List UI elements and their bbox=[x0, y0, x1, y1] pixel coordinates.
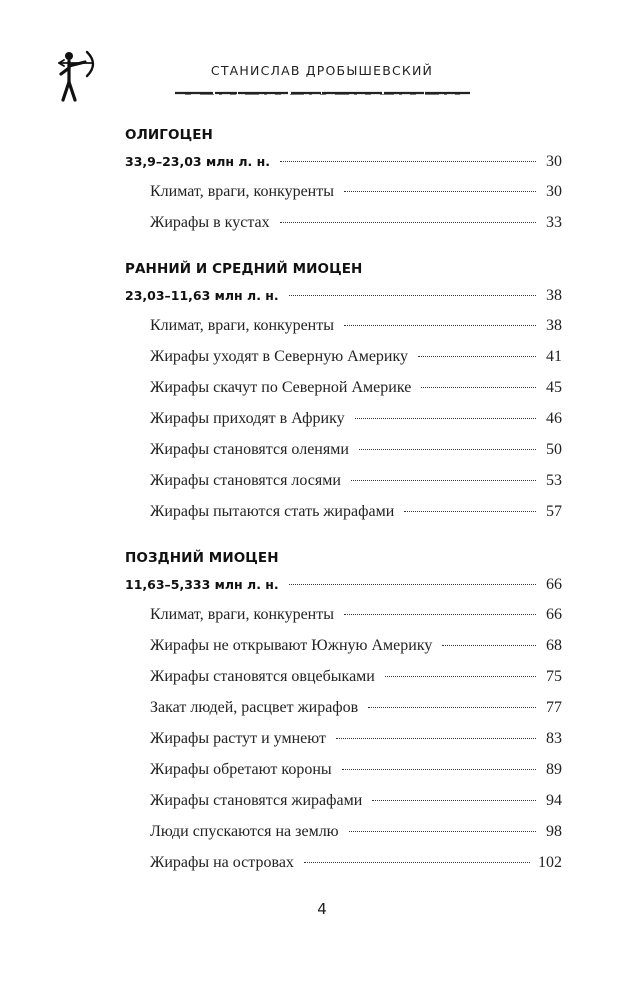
entry-page: 75 bbox=[546, 668, 562, 685]
entry-page: 30 bbox=[546, 183, 562, 200]
running-header-author: СТАНИСЛАВ ДРОБЫШЕВСКИЙ bbox=[210, 63, 434, 78]
toc-entry[interactable] bbox=[125, 403, 562, 434]
section-spacer bbox=[125, 238, 562, 256]
toc-entry-range[interactable] bbox=[125, 571, 562, 599]
toc-entry[interactable] bbox=[125, 434, 562, 465]
dot-leader bbox=[355, 418, 536, 419]
dot-leader bbox=[418, 356, 536, 357]
entry-label: Жирафы становятся овцебыками bbox=[150, 668, 375, 685]
dot-leader bbox=[359, 449, 536, 450]
toc-entry[interactable] bbox=[125, 692, 562, 723]
toc-entry[interactable] bbox=[125, 207, 562, 238]
toc-section-late-miocene bbox=[125, 545, 562, 878]
entry-page: 45 bbox=[546, 379, 562, 396]
section-title: ПОЗДНИЙ МИОЦЕН bbox=[125, 550, 279, 566]
dot-leader bbox=[404, 511, 536, 512]
entry-label: Климат, враги, конкуренты bbox=[150, 606, 334, 623]
entry-label: 23,03–11,63 млн л. н. bbox=[125, 288, 279, 303]
dot-leader bbox=[289, 584, 536, 585]
dot-leader bbox=[336, 738, 536, 739]
toc-entry[interactable] bbox=[125, 176, 562, 207]
dot-leader bbox=[344, 325, 536, 326]
entry-label: Жирафы уходят в Северную Америку bbox=[150, 348, 409, 365]
entry-label: Жирафы скачут по Северной Америке bbox=[150, 379, 412, 396]
section-spacer bbox=[125, 527, 562, 545]
entry-label: Жирафы не открывают Южную Америку bbox=[150, 637, 433, 654]
entry-page: 102 bbox=[538, 854, 562, 871]
section-title: ОЛИГОЦЕН bbox=[125, 127, 213, 143]
entry-label: 33,9–23,03 млн л. н. bbox=[125, 154, 270, 169]
dot-leader bbox=[372, 800, 536, 801]
entry-label: Жирафы становятся жирафами bbox=[150, 792, 363, 809]
entry-label: Климат, враги, конкуренты bbox=[150, 183, 334, 200]
toc-entry[interactable] bbox=[125, 754, 562, 785]
entry-label: Жирафы становятся оленями bbox=[150, 441, 349, 458]
entry-label: Жирафы на островах bbox=[150, 854, 294, 871]
dot-leader bbox=[342, 769, 536, 770]
entry-label: Жирафы в кустах bbox=[150, 214, 270, 231]
entry-label: Жирафы приходят в Африку bbox=[150, 410, 345, 427]
entry-label: Климат, враги, конкуренты bbox=[150, 317, 334, 334]
dot-leader bbox=[368, 707, 536, 708]
toc-entry[interactable] bbox=[125, 723, 562, 754]
table-of-contents bbox=[125, 122, 562, 878]
toc-entry[interactable] bbox=[125, 310, 562, 341]
dot-leader bbox=[304, 862, 530, 863]
toc-entry[interactable] bbox=[125, 465, 562, 496]
entry-page: 50 bbox=[546, 441, 562, 458]
toc-entry[interactable] bbox=[125, 661, 562, 692]
toc-entry[interactable] bbox=[125, 630, 562, 661]
toc-entry[interactable] bbox=[125, 599, 562, 630]
dot-leader bbox=[344, 191, 536, 192]
decorative-rule bbox=[175, 90, 470, 96]
toc-entry[interactable] bbox=[125, 847, 562, 878]
entry-page: 41 bbox=[546, 348, 562, 365]
entry-page: 94 bbox=[546, 792, 562, 809]
dot-leader bbox=[344, 614, 536, 615]
toc-entry[interactable] bbox=[125, 496, 562, 527]
entry-page: 46 bbox=[546, 410, 562, 427]
dot-leader bbox=[421, 387, 536, 388]
dot-leader bbox=[442, 645, 536, 646]
section-title: РАННИЙ И СРЕДНИЙ МИОЦЕН bbox=[125, 261, 363, 277]
toc-entry-range[interactable] bbox=[125, 282, 562, 310]
page-number: 4 bbox=[317, 900, 327, 918]
entry-page: 98 bbox=[546, 823, 562, 840]
entry-page: 57 bbox=[546, 503, 562, 520]
dot-leader bbox=[280, 222, 536, 223]
toc-section-oligocene bbox=[125, 122, 562, 238]
entry-page: 30 bbox=[546, 153, 562, 170]
entry-page: 66 bbox=[546, 606, 562, 623]
toc-entry[interactable] bbox=[125, 785, 562, 816]
toc-entry-range[interactable] bbox=[125, 148, 562, 176]
dot-leader bbox=[385, 676, 536, 677]
entry-page: 33 bbox=[546, 214, 562, 231]
entry-page: 38 bbox=[546, 287, 562, 304]
entry-page: 89 bbox=[546, 761, 562, 778]
entry-page: 53 bbox=[546, 472, 562, 489]
entry-label: 11,63–5,333 млн л. н. bbox=[125, 577, 279, 592]
entry-page: 38 bbox=[546, 317, 562, 334]
dot-leader bbox=[289, 295, 536, 296]
entry-label: Жирафы пытаются стать жирафами bbox=[150, 503, 395, 520]
toc-section-early-middle-miocene bbox=[125, 256, 562, 527]
dot-leader bbox=[351, 480, 536, 481]
entry-page: 83 bbox=[546, 730, 562, 747]
entry-page: 77 bbox=[546, 699, 562, 716]
toc-entry[interactable] bbox=[125, 372, 562, 403]
entry-label: Люди спускаются на землю bbox=[150, 823, 339, 840]
entry-page: 66 bbox=[546, 576, 562, 593]
entry-label: Жирафы становятся лосями bbox=[150, 472, 341, 489]
entry-page: 68 bbox=[546, 637, 562, 654]
entry-label: Жирафы растут и умнеют bbox=[150, 730, 326, 747]
toc-entry[interactable] bbox=[125, 816, 562, 847]
dot-leader bbox=[280, 161, 536, 162]
toc-entry[interactable] bbox=[125, 341, 562, 372]
entry-label: Закат людей, расцвет жирафов bbox=[150, 699, 359, 716]
archer-icon bbox=[55, 48, 99, 108]
dot-leader bbox=[349, 831, 536, 832]
entry-label: Жирафы обретают короны bbox=[150, 761, 332, 778]
